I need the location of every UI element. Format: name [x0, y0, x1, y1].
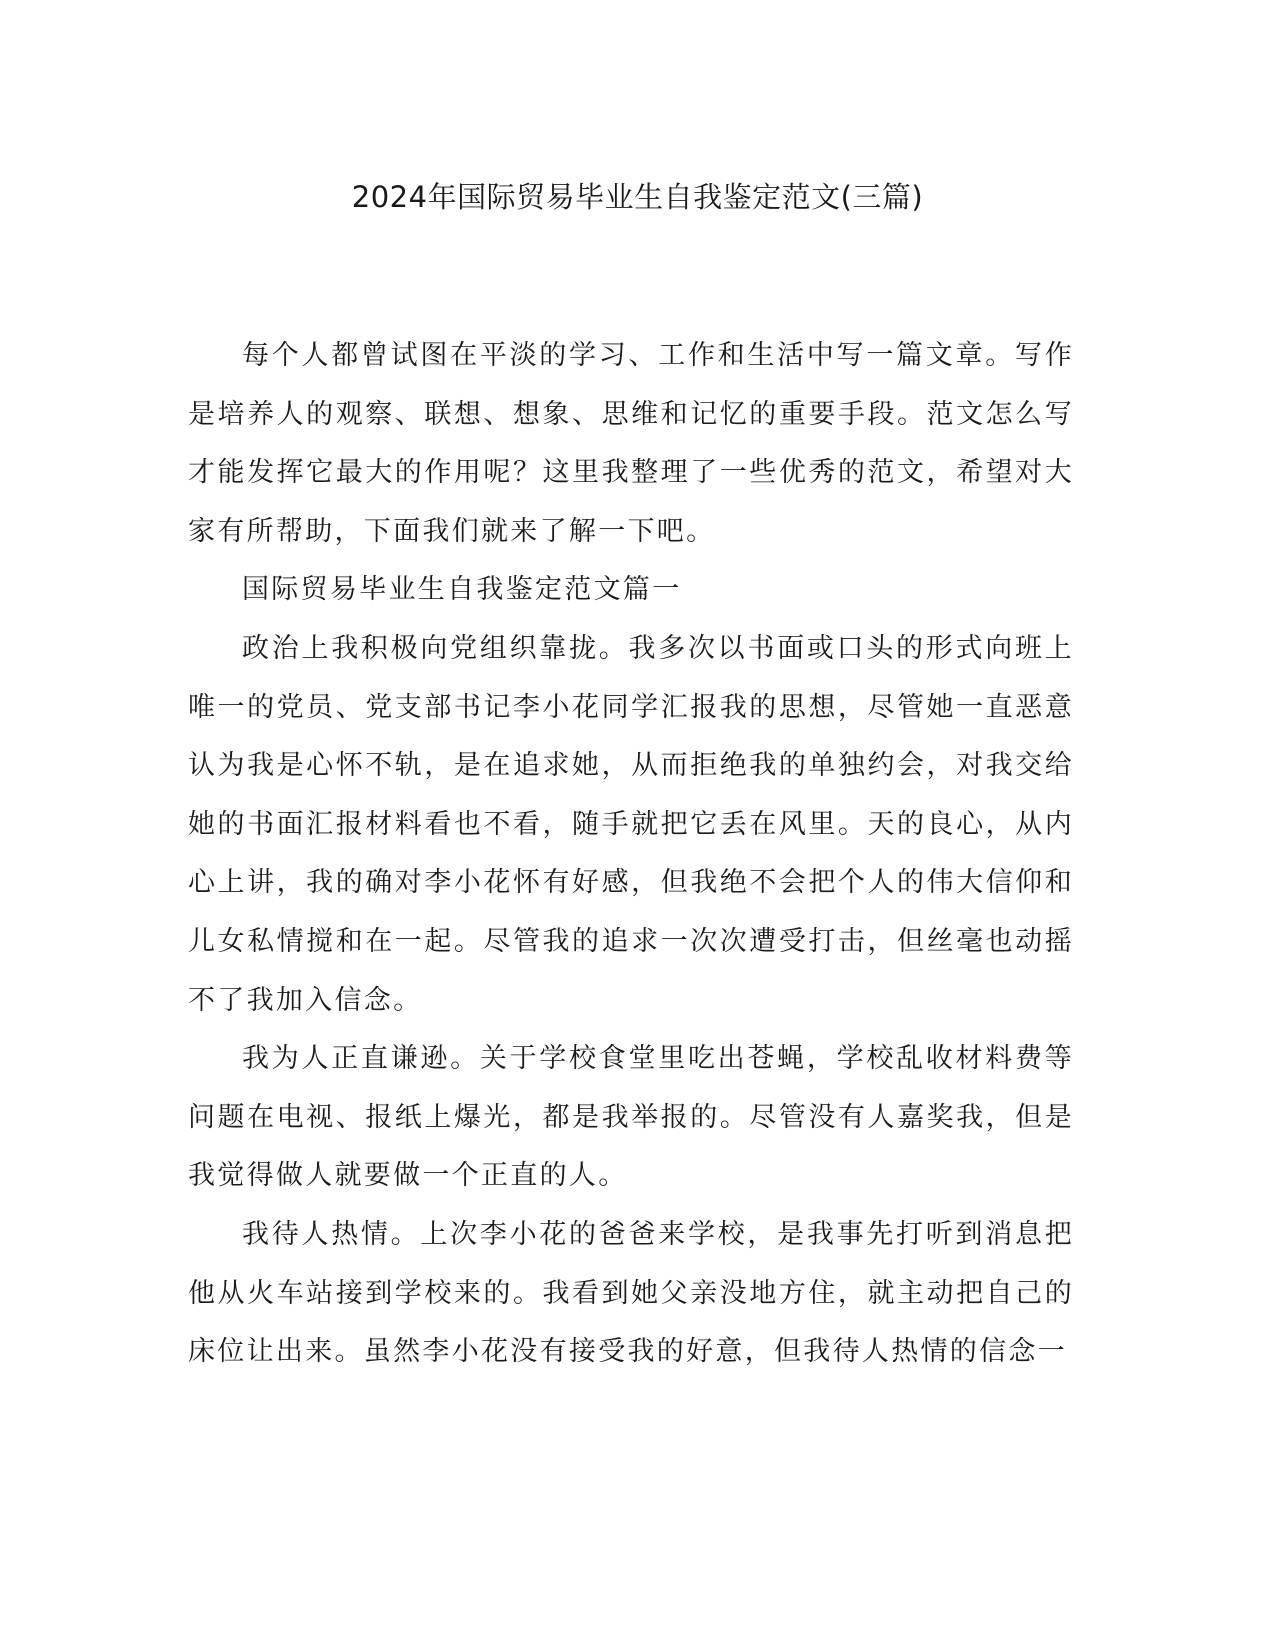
- body-paragraph: 我待人热情。上次李小花的爸爸来学校，是我事先打听到消息把他从火车站接到学校来的。我看到她父亲没地方住，就主动把自己的床位让出来。虽然李小花没有接受我的好意，但我待人热情的信念一: [188, 1218, 1074, 1368]
- document-body: [188, 327, 1074, 1382]
- section-heading: 国际贸易毕业生自我鉴定范文篇一: [242, 574, 682, 606]
- body-paragraph: 政治上我积极向党组织靠拢。我多次以书面或口头的形式向班上唯一的党员、党支部书记李小花同学汇报我的思想，尽管她一直恶意认为我是心怀不轨，是在追求她，从而拒绝我的单独约会，对我交给她的书面汇报材料看也不看，随手就把它丢在风里。天的良心，从内心上讲，我的确对李小花怀有好感，但我绝不会把个人的伟大信仰和儿女私情搅和在一起。尽管我的追求一次次遭受打击，但丝毫也动摇不了我加入信念。: [188, 632, 1074, 1016]
- intro-paragraph: 每个人都曾试图在平淡的学习、工作和生活中写一篇文章。写作是培养人的观察、联想、想象、思维和记忆的重要手段。范文怎么写才能发挥它最大的作用呢？这里我整理了一些优秀的范文，希望对大家有所帮助，下面我们就来了解一下吧。: [188, 340, 1074, 547]
- document-title: 2024年国际贸易毕业生自我鉴定范文(三篇): [351, 180, 924, 214]
- body-paragraph: 我为人正直谦逊。关于学校食堂里吃出苍蝇，学校乱收材料费等问题在电视、报纸上爆光，都是我举报的。尽管没有人嘉奖我，但是我觉得做人就要做一个正直的人。: [188, 1043, 1074, 1192]
